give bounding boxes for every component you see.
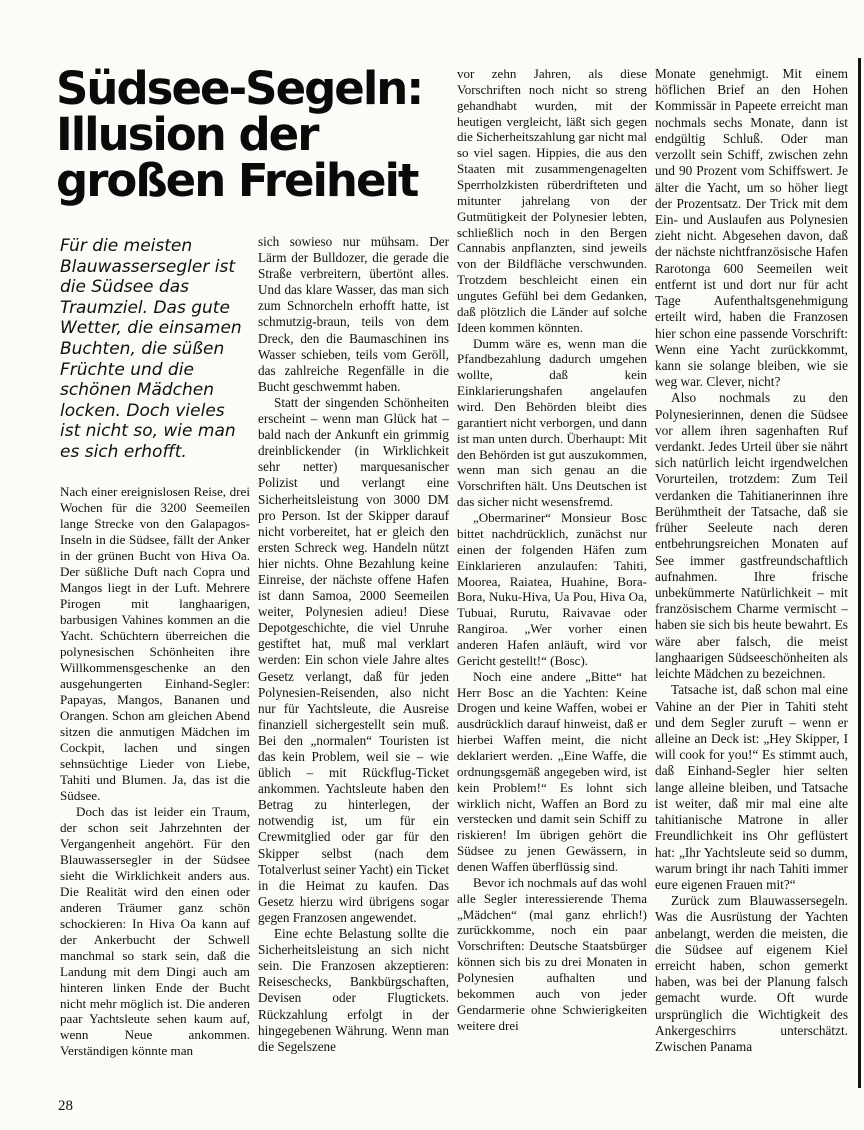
page-edge-rule — [858, 58, 861, 1088]
paragraph: Monate genehmigt. Mit einem höflichen Brief an den Hohen Kommissär in Papeete erreicht man nochmals sechs Monate, dann ist endgültig Schluß. Oder man verzollt sein Schiff, zwischen zehn und 90 Prozent vom Schiffswert. Je älter die Yacht, um so höher liegt der Prozentsatz. Der Trick mit dem Ein- und Auslaufen aus Polynesien zieht nicht. Abgesehen davon, daß der nächste nichtfranzösische Hafen Rarotonga 600 Seemeilen weit entfernt ist und dort nur für acht Tage Aufenthaltsgenehmigung erteilt wird, haben die Franzosen hier schon eine passende Vorschrift: Wenn eine Yacht zurückkommt, kann sie solange bleiben, wie sie weg war. Clever, nicht? — [655, 66, 848, 390]
headline-line-1: Südsee-Segeln: — [56, 62, 423, 115]
paragraph: sich sowieso nur mühsam. Der Lärm der Bulldozer, die gerade die Straße verbreitern, übertönt alles. Und das klare Wasser, das man sich zum Schnorcheln erhofft hatte, ist schmutzig-braun, teils von dem Dreck, den die Baumaschinen ins Wasser schieben, teils vom Geröll, das zahlreiche Regenfälle in die Bucht geschwemmt haben. — [258, 234, 449, 394]
headline-line-3: großen Freiheit — [56, 154, 418, 207]
paragraph: Eine echte Belastung sollte die Sicherheitsleistung an sich nicht sein. Die Franzosen akzeptieren: Reiseschecks, Bankbürgschaften, Devisen oder Flugtickets. Rückzahlung erfolgt in der hingegebenen Währung. Wenn man die Segelszene — [258, 926, 449, 1054]
paragraph: Tatsache ist, daß schon mal eine Vahine an der Pier in Tahiti steht und dem Segler zuruft – wenn er alleine an Deck ist: „Hey Skipper, I will cook for you!“ Es stimmt auch, daß Einhand-Segler hier selten lange alleine bleiben, und Tatsache ist weiter, daß mir mal eine alte tahitianische Matrone in aller Freundlichkeit ins Ohr geflüstert hat: „Ihr Yachtsleute seid so dumm, warum bringt ihr nach Tahiti immer eure eigenen Frauen mit?“ — [655, 682, 848, 892]
headline-line-2: Illusion der — [56, 108, 318, 161]
page-number: 28 — [58, 1098, 73, 1114]
paragraph: „Obermariner“ Monsieur Bosc bittet nachdrücklich, zunächst nur einen der folgenden Häfen zum Einklarieren anzulaufen: Tahiti, Moorea, Raiatea, Huahine, Bora-Bora, Nuku-Hiva, Ua Pou, Hiva Oa, Tubuai, Rurutu, Raivavae oder Rangiroa. „Wer vorher einen anderen Hafen anläuft, wird vor Gericht gestellt!“ (Bosc). — [457, 510, 647, 668]
article-headline — [56, 62, 456, 207]
text-column-1 — [60, 484, 250, 1070]
paragraph: Also nochmals zu den Polynesierinnen, denen die Südsee vor allem ihren sagenhaften Ruf verdankt. Jedes Urteil über sie nährt sich natürlich leicht irgendwelchen Vorurteilen, trotzdem: Zum Teil verdanken die Tahitianerinnen ihre Berühmtheit der Tatsache, daß sie früher Seeleute nach deren entbehrungsreichen Monaten auf See immer gastfreundschaftlich aufnahmen. Ihre frische unbekümmerte Natürlichkeit – mit französischem Charme vermischt – haben sie sich bis heute bewahrt. Es wäre aber falsch, die meist langhaarigen Südseeschönheiten als leichte Mädchen zu bezeichnen. — [655, 390, 848, 682]
paragraph: Noch eine andere „Bitte“ hat Herr Bosc an die Yachten: Keine Drogen und keine Waffen, wobei er ausdrücklich darauf hinweist, daß er hierbei Waffen meint, die nicht deklariert werden. „Eine Waffe, die ordnungsgemäß angegeben wird, ist kein Problem!“ Es lohnt sich wirklich nicht, Waffen an Bord zu verstecken und damit sein Schiff zu riskieren! Im übrigen gehört die Südsee zu jenen Gewässern, in denen Waffen überflüssig sind. — [457, 668, 647, 874]
article-intro: Für die meisten Blauwassersegler ist die Südsee das Traumziel. Das gute Wetter, die einsamen Buchten, die süßen Früchte und die schönen Mädchen locken. Doch vieles ist nicht so, wie man es sich erhofft. — [60, 236, 242, 462]
text-column-2 — [258, 234, 449, 1070]
paragraph: Bevor ich nochmals auf das wohl alle Segler interessierende Thema „Mädchen“ (mal ganz ehrlich!) zurückkomme, noch ein paar Vorschriften: Deutsche Staatsbürger können sich bis zu drei Monaten in Polynesien aufhalten und bekommen auch von jeder Gendarmerie ohne Schwierigkeiten weitere drei — [457, 874, 647, 1033]
text-column-3 — [457, 66, 647, 1070]
paragraph: vor zehn Jahren, als diese Vorschriften noch nicht so streng gehandhabt wurden, mit der heutigen vergleicht, läßt sich gegen die Sicherheitszahlung gar nicht mal so viel sagen. Hippies, die aus den Staaten mit zusammengenagelten Sperrholzkisten rüberdrifteten und mitunter jahrelang von der Gutmütigkeit der Polynesier lebten, schließlich noch in den Bergen Cannabis anpflanzten, sind jeweils von der Bildfläche verschwunden. Trotzdem beschleicht einen ein ungutes Gefühl bei dem Gedanken, daß plötzlich die Länder auf solche Ideen kommen könnten. — [457, 66, 647, 335]
text-column-4 — [655, 66, 848, 1070]
paragraph: Statt der singenden Schönheiten erscheint – wenn man Glück hat – bald nach der Ankunft ein grimmig dreinblickender (in Wirklichkeit sehr netter) marquesanischer Polizist und verlangt eine Sicherheitsleistung von 3000 DM pro Person. Ist der Skipper darauf nicht vorbereitet, hat er gleich den ersten Schreck weg. Handeln nützt hier nichts. Ohne Bezahlung keine Einreise, der nächste offene Hafen ist dann Samoa, 2000 Seemeilen weiter, Polynesien adieu! Diese Depotgeschichte, die viel Unruhe gestiftet hat, muß mal verklart werden: Ein schon viele Jahre altes Gesetz verlangt, daß für jeden Polynesien-Reisenden, also nicht nur für Yachtsleute, die Ausreise finanziell sichergestellt sein muß. Bei den „normalen“ Touristen ist das kein Problem, weil sie – wie üblich – mit Rückflug-Ticket ankommen. Yachtsleute haben den Betrag zu hinterlegen, der notwendig ist, um für ein Crewmitglied oder gar für den Skipper selbst (nach dem Totalverlust seiner Yacht) ein Ticket in die Heimat zu kaufen. Das Gesetz hierzu wird übrigens sogar gegen Franzosen angewendet. — [258, 394, 449, 925]
paragraph: Zurück zum Blauwassersegeln. Was die Ausrüstung der Yachten anbelangt, werden die meisten, die die Südsee auf eigenem Kiel erreicht haben, schon gemerkt haben, was bei der Planung falsch gemacht wurde. Oft wurde ursprünglich die Wichtigkeit des Ankergeschirrs unterschätzt. Zwischen Panama — [655, 893, 848, 1055]
paragraph: Doch das ist leider ein Traum, der schon seit Jahrzehnten der Vergangenheit angehört. Für den Blauwassersegler in der Südsee sieht die Wirklichkeit anders aus. Die Realität wird den einen oder anderen Träumer ganz schön schockieren: In Hiva Oa kann auf der Ankerbucht der Schwell manchmal so stark sein, daß die Landung mit dem Dingi auch am hinteren linken Ende der Bucht nicht mehr möglich ist. Die anderen paar Yachtsleute sehen kaum auf, wenn Neue ankommen. Verständigen könnte man — [60, 803, 250, 1059]
paragraph: Dumm wäre es, wenn man die Pfandbezahlung dadurch umgehen wollte, daß kein Einklarierungshafen angelaufen wird. Den Behörden bleibt dies garantiert nicht verborgen, und dann ist man unten durch. Überhaupt: Mit den Behörden ist gut auszukommen, wenn man sich genau an die Vorschriften hält. Uns Deutschen ist das sicher nicht wesensfremd. — [457, 335, 647, 510]
paragraph: Nach einer ereignislosen Reise, drei Wochen für die 3200 Seemeilen lange Strecke von den Galapagos-Inseln in die Südsee, fällt der Anker in der grünen Bucht von Hiva Oa. Der süßliche Duft nach Copra und Mangos liegt in der Luft. Mehrere Pirogen mit langhaarigen, barbusigen Vahines kommen an die Yacht. Schüchtern überreichen die polynesischen Schönheiten ihre Willkommensgeschenke an den ausgehungerten Einhand-Segler: Papayas, Mangos, Bananen und Orangen. Schon am gleichen Abend sitzen die anmutigen Mädchen im Cockpit, lachen und singen sehnsüchtige Lieder von Liebe, Tahiti und Blumen. Ja, das ist die Südsee. — [60, 484, 250, 803]
